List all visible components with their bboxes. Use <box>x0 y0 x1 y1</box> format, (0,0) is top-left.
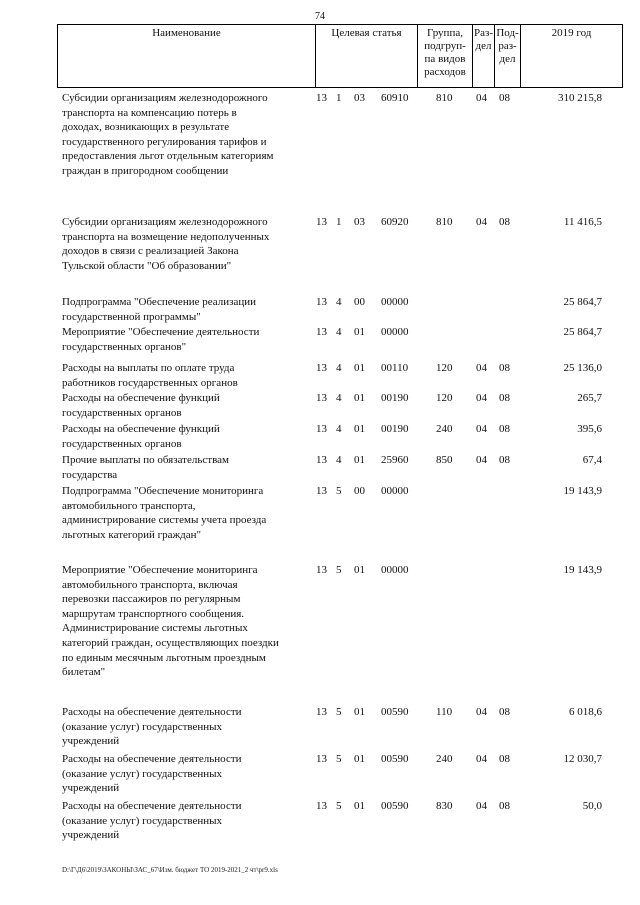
razdel-code: 04 <box>476 423 487 435</box>
row-name-line: Расходы на обеспечение функций <box>62 392 220 404</box>
target-direction-code: 00190 <box>381 392 409 404</box>
row-name <box>62 752 310 796</box>
header-year: 2019 год <box>521 25 623 88</box>
expense-group-code: 240 <box>436 753 453 765</box>
header-group-line: Группа, <box>427 27 463 39</box>
row-name <box>62 705 310 749</box>
podrazdel-code: 08 <box>499 216 510 228</box>
row-name <box>62 295 310 324</box>
target-measure-code: 03 <box>354 92 365 104</box>
amount-2019: 12 030,7 <box>563 753 602 765</box>
amount-2019: 6 018,6 <box>569 706 602 718</box>
row-name-line: Подпрограмма "Обеспечение мониторинга <box>62 485 264 497</box>
amount-2019: 19 143,9 <box>563 485 602 497</box>
target-direction-code: 00000 <box>381 326 409 338</box>
row-name-line: Администрирование системы льготных <box>62 622 248 635</box>
row-name-line: учреждений <box>62 829 120 842</box>
target-measure-code: 01 <box>354 326 365 338</box>
amount-2019: 395,6 <box>577 423 602 435</box>
target-direction-code: 25960 <box>381 454 409 466</box>
razdel-code: 04 <box>476 753 487 765</box>
row-name-line: Субсидии организациям железнодорожного <box>62 216 268 228</box>
target-program-code: 13 <box>316 92 327 104</box>
target-measure-code: 01 <box>354 753 365 765</box>
file-path-footer: D:\Г\Д6\2019\ЗАКОНЫ\ЗАС_67\Изм. бюджет ТО 2019-2021_2 чт\pr9.xls <box>62 866 278 874</box>
row-name-line: Тульской области "Об образовании" <box>62 259 232 272</box>
row-name-line: категорий граждан, осуществляющих поездки <box>62 636 279 649</box>
podrazdel-code: 08 <box>499 706 510 718</box>
target-program-code: 13 <box>316 753 327 765</box>
row-name-line: Расходы на обеспечение деятельности <box>62 706 242 718</box>
expense-group-code: 830 <box>436 800 453 812</box>
target-measure-code: 03 <box>354 216 365 228</box>
target-direction-code: 00590 <box>381 706 409 718</box>
row-name <box>62 325 310 354</box>
row-name <box>62 484 310 542</box>
header-group-line: па видов <box>424 53 466 65</box>
target-subprogram-code: 5 <box>336 485 342 497</box>
target-direction-code: 00000 <box>381 564 409 576</box>
amount-2019: 25 136,0 <box>563 362 602 374</box>
row-name-line: государственного регулирования тарифов и <box>62 135 267 148</box>
target-subprogram-code: 4 <box>336 454 342 466</box>
amount-2019: 25 864,7 <box>563 296 602 308</box>
expense-group-code: 110 <box>436 706 453 718</box>
target-direction-code: 00190 <box>381 423 409 435</box>
podrazdel-code: 08 <box>499 423 510 435</box>
target-program-code: 13 <box>316 392 327 404</box>
header-podrazdel-line: дел <box>499 53 516 65</box>
row-name-line: государства <box>62 468 118 481</box>
page-number: 74 <box>315 11 325 22</box>
target-subprogram-code: 5 <box>336 753 342 765</box>
target-subprogram-code: 5 <box>336 706 342 718</box>
row-name <box>62 91 310 179</box>
row-name-line: Мероприятие "Обеспечение деятельности <box>62 326 260 338</box>
target-program-code: 13 <box>316 423 327 435</box>
header-expense-group <box>418 25 473 88</box>
target-direction-code: 00000 <box>381 296 409 308</box>
row-name-line: перевозки пассажиров по регулярным <box>62 593 241 606</box>
row-name-line: Расходы на выплаты по оплате труда <box>62 362 235 374</box>
row-name <box>62 422 310 451</box>
row-name-line: транспорта на компенсацию потерь в <box>62 106 237 119</box>
target-measure-code: 01 <box>354 454 365 466</box>
podrazdel-code: 08 <box>499 800 510 812</box>
razdel-code: 04 <box>476 706 487 718</box>
row-name-line: государственных органов" <box>62 340 187 353</box>
row-name-line: автомобильного транспорта, включая <box>62 578 238 591</box>
target-subprogram-code: 5 <box>336 800 342 812</box>
podrazdel-code: 08 <box>499 92 510 104</box>
target-subprogram-code: 4 <box>336 392 342 404</box>
expense-group-code: 120 <box>436 392 453 404</box>
header-target-article: Целевая статья <box>316 25 418 88</box>
amount-2019: 19 143,9 <box>563 564 602 576</box>
row-name-line: Расходы на обеспечение деятельности <box>62 800 242 812</box>
target-program-code: 13 <box>316 800 327 812</box>
row-name <box>62 215 310 273</box>
row-name-line: Прочие выплаты по обязательствам <box>62 454 229 466</box>
row-name-line: (оказание услуг) государственных <box>62 720 223 733</box>
row-name <box>62 563 310 680</box>
header-podrazdel-line: раз- <box>498 40 517 52</box>
row-name-line: Расходы на обеспечение функций <box>62 423 220 435</box>
row-name <box>62 361 310 390</box>
target-program-code: 13 <box>316 216 327 228</box>
target-direction-code: 00590 <box>381 800 409 812</box>
target-measure-code: 01 <box>354 362 365 374</box>
target-direction-code: 00000 <box>381 485 409 497</box>
header-name: Наименование <box>58 25 316 88</box>
expense-group-code: 810 <box>436 92 453 104</box>
row-name <box>62 799 310 843</box>
target-subprogram-code: 4 <box>336 326 342 338</box>
row-name-line: государственных органов <box>62 437 182 450</box>
razdel-code: 04 <box>476 454 487 466</box>
row-name-line: по единым месячным льготным проездным <box>62 651 266 664</box>
row-name-line: государственных органов <box>62 406 182 419</box>
amount-2019: 265,7 <box>577 392 602 404</box>
row-name-line: предоставления льгот отдельным категориям <box>62 150 274 163</box>
header-podrazdel-line: Под- <box>496 27 519 39</box>
target-measure-code: 00 <box>354 296 365 308</box>
podrazdel-code: 08 <box>499 362 510 374</box>
row-name-line: автомобильного транспорта, <box>62 499 196 512</box>
row-name-line: (оказание услуг) государственных <box>62 767 223 780</box>
target-program-code: 13 <box>316 485 327 497</box>
target-subprogram-code: 4 <box>336 296 342 308</box>
podrazdel-code: 08 <box>499 454 510 466</box>
target-measure-code: 01 <box>354 706 365 718</box>
row-name-line: билетам" <box>62 666 106 679</box>
row-name-line: маршрутам транспортного сообщения. <box>62 607 245 620</box>
razdel-code: 04 <box>476 392 487 404</box>
target-subprogram-code: 1 <box>336 216 342 228</box>
amount-2019: 67,4 <box>582 454 602 466</box>
row-name <box>62 453 310 482</box>
target-measure-code: 01 <box>354 564 365 576</box>
target-program-code: 13 <box>316 564 327 576</box>
target-program-code: 13 <box>316 326 327 338</box>
target-direction-code: 00590 <box>381 753 409 765</box>
expense-group-code: 120 <box>436 362 453 374</box>
amount-2019: 25 864,7 <box>563 326 602 338</box>
target-program-code: 13 <box>316 454 327 466</box>
row-name-line: работников государственных органов <box>62 376 238 389</box>
razdel-code: 04 <box>476 92 487 104</box>
razdel-code: 04 <box>476 216 487 228</box>
target-subprogram-code: 1 <box>336 92 342 104</box>
row-name-line: государственной программы" <box>62 310 201 323</box>
razdel-code: 04 <box>476 800 487 812</box>
target-subprogram-code: 4 <box>336 362 342 374</box>
amount-2019: 50,0 <box>582 800 602 812</box>
target-subprogram-code: 4 <box>336 423 342 435</box>
target-program-code: 13 <box>316 296 327 308</box>
amount-2019: 310 215,8 <box>558 92 602 104</box>
target-measure-code: 00 <box>354 485 365 497</box>
row-name-line: (оказание услуг) государственных <box>62 814 223 827</box>
expense-group-code: 850 <box>436 454 453 466</box>
row-name-line: Расходы на обеспечение деятельности <box>62 753 242 765</box>
expense-group-code: 240 <box>436 423 453 435</box>
row-name-line: учреждений <box>62 782 120 795</box>
podrazdel-code: 08 <box>499 753 510 765</box>
target-direction-code: 60910 <box>381 92 409 104</box>
header-podrazdel <box>495 25 521 88</box>
row-name <box>62 391 310 420</box>
target-measure-code: 01 <box>354 800 365 812</box>
row-name-line: Мероприятие "Обеспечение мониторинга <box>62 564 258 576</box>
target-subprogram-code: 5 <box>336 564 342 576</box>
row-name-line: граждан в пригородном сообщении <box>62 164 229 177</box>
target-measure-code: 01 <box>354 423 365 435</box>
row-name-line: транспорта на возмещение недополученных <box>62 230 270 243</box>
target-program-code: 13 <box>316 706 327 718</box>
amount-2019: 11 416,5 <box>563 216 602 228</box>
row-name-line: администрирование системы учета проезда <box>62 514 267 527</box>
podrazdel-code: 08 <box>499 392 510 404</box>
header-group-line: расходов <box>424 66 466 78</box>
row-name-line: доходах, возникающих в результате <box>62 121 230 134</box>
header-razdel <box>473 25 495 88</box>
row-name-line: Субсидии организациям железнодорожного <box>62 92 268 104</box>
header-razdel-line: дел <box>475 40 492 52</box>
row-name-line: учреждений <box>62 735 120 748</box>
target-direction-code: 60920 <box>381 216 409 228</box>
table-header <box>57 24 623 88</box>
header-group-line: подгруп- <box>424 40 466 52</box>
header-razdel-line: Раз- <box>474 27 494 39</box>
target-measure-code: 01 <box>354 392 365 404</box>
razdel-code: 04 <box>476 362 487 374</box>
expense-group-code: 810 <box>436 216 453 228</box>
target-direction-code: 00110 <box>381 362 409 374</box>
row-name-line: льготных категорий граждан" <box>62 528 202 541</box>
target-program-code: 13 <box>316 362 327 374</box>
row-name-line: доходов в связи с реализацией Закона <box>62 245 239 258</box>
row-name-line: Подпрограмма "Обеспечение реализации <box>62 296 256 308</box>
